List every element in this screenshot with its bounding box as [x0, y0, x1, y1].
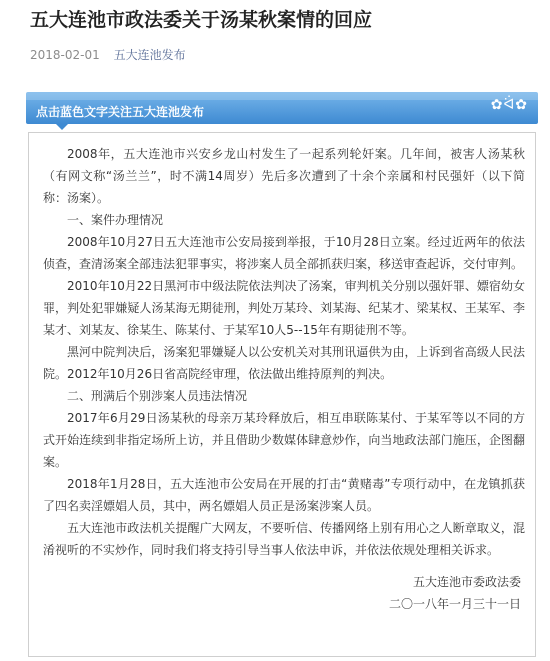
article-content — [43, 143, 525, 615]
section-heading-2: 二、刑满后个别涉案人员违法情况 — [67, 389, 248, 403]
paragraph-4: 黑河中院判决后，汤案犯罪嫌疑人以公安机关对其刑讯逼供为由，上诉到省高级人民法院。2012年10月26日省高院经审理，依法做出维持原判的判决。 — [43, 345, 525, 381]
publish-date: 2018-02-01 — [30, 48, 100, 62]
crab-flower-icon: ✿ᐛ✿ — [490, 97, 528, 113]
banner-highlight — [26, 92, 538, 100]
section-heading-1: 一、案件办理情况 — [67, 213, 164, 227]
article-title: 五大连池市政法委关于汤某秋案情的回应 — [30, 9, 373, 31]
paragraph-2: 2008年10月27日五大连池市公安局接到举报，于10月28日立案。经过近两年的依法侦查，查清汤案全部违法犯罪事实，将涉案人员全部抓获归案，移送审查起诉，交付审判。 — [43, 235, 525, 271]
paragraph-1: 2008年，五大连池市兴安乡龙山村发生了一起系列轮奸案。几年间，被害人汤某秋（有网文称“汤兰兰”，时不满14周岁）先后多次遭到了十余个亲属和村民强奸（以下简称：汤案）。 — [43, 147, 525, 205]
follow-banner[interactable] — [26, 92, 538, 124]
follow-banner-text[interactable]: 点击蓝色文字关注五大连池发布 — [36, 105, 205, 119]
paragraph-7: 五大连池市政法机关提醒广大网友，不要听信、传播网络上别有用心之人断章取义，混淆视听的不实炒作，同时我们将支持引导当事人依法申诉，并依法依规处理相关诉求。 — [43, 521, 525, 557]
banner-pointer — [56, 124, 68, 130]
signature-date: 二〇一八年一月三十一日 — [388, 597, 521, 611]
paragraph-6: 2018年1月28日，五大连池市公安局在开展的打击“黄赌毒”专项行动中，在龙镇抓获了四名卖淫嫖娼人员，其中，两名嫖娼人员正是汤案涉案人员。 — [43, 477, 525, 513]
article-meta — [30, 46, 186, 64]
article-body-box — [28, 132, 536, 657]
paragraph-3: 2010年10月22日黑河市中级法院依法判决了汤案，审判机关分别以强奸罪、嫖宿幼女罪，判处犯罪嫌疑人汤某海无期徒刑，判处万某玲、刘某海、纪某才、梁某权、王某军、李某才、刘某友、徐某生、陈某付、于某军10人5--15年有期徒刑不等。 — [43, 279, 525, 337]
account-link[interactable]: 五大连池发布 — [113, 48, 186, 62]
paragraph-5: 2017年6月29日汤某秋的母亲万某玲释放后，相互串联陈某付、于某军等以不同的方式开始连续到非指定场所上访，并且借助少数媒体肆意炒作，向当地政法部门施压，企图翻案。 — [43, 411, 525, 469]
signature: 五大连池市委政法委 — [412, 575, 521, 589]
